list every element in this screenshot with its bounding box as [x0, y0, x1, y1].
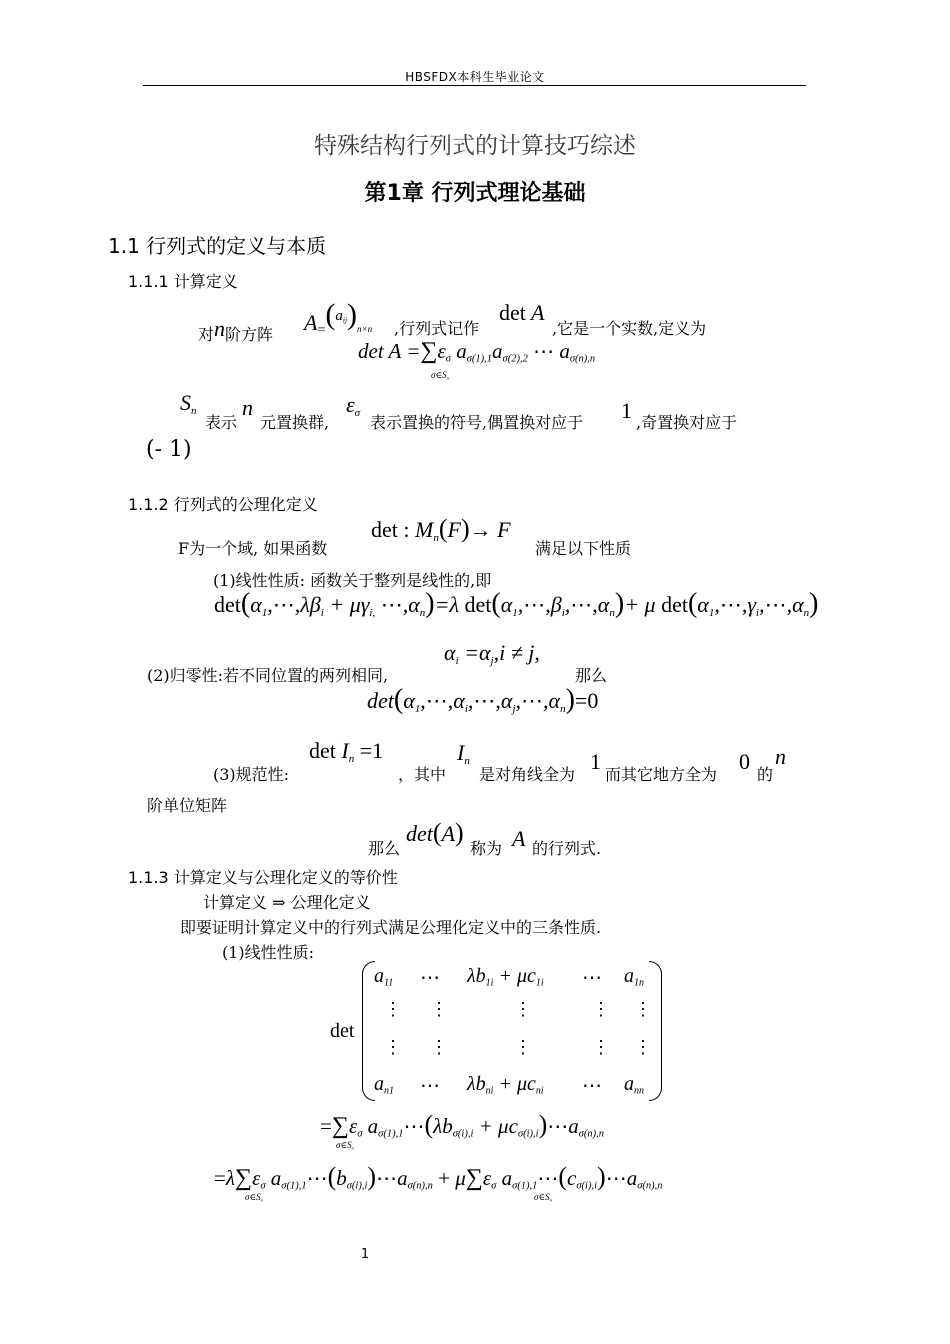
math-neg-one: (- 1) — [146, 437, 192, 462]
matrix-display: $a_{11}$ ⋯ $\lambda b_{1i} + \mu c_{1i}$ ⋯ $a_{1n}$ ⋮ ⋮ ⋮ ⋮ ⋮ ⋮ ⋮ ⋮ ⋮ ⋮ $a_{n1}$ ⋯ $\lambda b_{ni} + \mu c_{ni}$ ⋯ $a_{nn}$ — [362, 961, 662, 1101]
linear-property: (1)线性性质: 函数关于整列是线性的,即 — [213, 571, 492, 590]
math-one-2: 1 — [590, 749, 601, 774]
norm-mid: ，其中 — [398, 765, 447, 784]
math-det-A: det A — [499, 300, 545, 325]
norm-diag: 是对角线全为 — [479, 765, 576, 784]
math-n-3: n — [775, 744, 786, 769]
def-line-1b — [394, 316, 479, 339]
formula-expansion-2: $=\lambda\sum\varepsilon_\sigma$ $a_{\sigma(1),1}\cdots(b_{\sigma(i),i})\cdots a_{\sigma(n),n} + \mu\sum\varepsilon_\sigma$ $a_{\sigma(1),1}\cdots(c_{\sigma(i),i})\cdots a_{\sigma(n),n}$ — [214, 1162, 663, 1192]
called: 称为 — [470, 839, 503, 858]
math-In: $I_n$ — [457, 740, 470, 767]
norm-unit: 阶单位矩阵 — [147, 796, 228, 815]
matrix-A-notation: $A=(^{a_{ij}})_{n\times n}$ — [304, 298, 373, 338]
page-header: HBSFDX本科生毕业论文 — [405, 70, 545, 84]
chapter-title: 第1章 行列式理论基础 — [364, 181, 586, 206]
sum-index-4: $\sigma\in S_n$ — [534, 1192, 552, 1203]
sn-desc-2: 元置换群, — [260, 413, 330, 432]
section-heading-1-1: 1.1 行列式的定义与本质 — [108, 234, 327, 258]
def-line-1c: ,它是一个实数,定义为 — [552, 319, 707, 338]
formula-det-map: det : $M_n(F)\to F$ — [371, 514, 511, 544]
implication: 计算定义 ⇒ 公理化定义 — [203, 893, 371, 912]
formula-linearity: $\det(\alpha_1,\cdots,\lambda\beta_i + \mu\gamma_{i,}$ $\cdots,\alpha_n)=\lambda$ $\det(\alpha_1,\cdots,\beta_i,\cdots,\alpha_n)+ \mu$ $\det(\alpha_1,\cdots,\gamma_i,\cdots,\alpha_n)$ — [214, 588, 819, 619]
math-one: 1 — [621, 398, 632, 423]
odd-desc: ,奇置换对应于 — [636, 413, 738, 432]
zero-then: 那么 — [575, 666, 608, 685]
norm-of: 的 — [757, 765, 774, 784]
def-det-note: ,行列式记作 — [394, 319, 480, 338]
det-label: det — [330, 1020, 355, 1042]
math-n: n — [214, 316, 226, 341]
norm-else: 而其它地方全为 — [605, 765, 718, 784]
section-heading-1-1-3: 1.1.3 计算定义与公理化定义的等价性 — [128, 868, 398, 887]
page-number: 1 — [360, 1247, 370, 1262]
document-title: 特殊结构行列式的计算技巧综述 — [314, 133, 636, 159]
zero-property: (2)归零性:若不同位置的两列相同, — [147, 666, 389, 685]
linear-property-2: (1)线性性质: — [222, 943, 315, 962]
sum-index-2: $\sigma\in S_n$ — [336, 1140, 354, 1151]
def-text-dui: 对 — [198, 325, 215, 344]
matrix-right-bracket — [649, 961, 662, 1101]
math-epsilon: $\varepsilon_\sigma$ — [346, 392, 361, 419]
section-heading-1-1-2: 1.1.2 行列式的公理化定义 — [128, 495, 318, 514]
eps-desc: 表示置换的符号,偶置换对应于 — [370, 413, 584, 432]
formula-det-definition: $\det A =\sum\varepsilon_\sigma$ $a_{\sigma(1),1}a_{\sigma(2),2}$ ⋯ $a_{\sigma(n),n}$ — [358, 338, 596, 365]
math-zero: 0 — [739, 749, 750, 774]
sn-desc: 表示 — [205, 413, 238, 432]
formula-detA: det(A) — [406, 818, 464, 847]
field-intro: F为一个域, 如果函数 — [178, 539, 328, 558]
sum-index: $\sigma\in S_n$ — [431, 370, 449, 381]
prove-statement: 即要证明计算定义中的行列式满足公理化定义中的三条性质. — [180, 918, 602, 937]
header-rule — [143, 85, 806, 86]
math-n-2: n — [242, 395, 253, 420]
def-line-1 — [198, 316, 273, 345]
sum-index-3: $\sigma\in S_n$ — [245, 1192, 263, 1203]
formula-zero-det: $\det(\alpha_1,\cdots,\alpha_i,\cdots,\alpha_j,\cdots,\alpha_n)=0$ — [367, 684, 599, 715]
field-tail: 满足以下性质 — [535, 539, 632, 558]
det-of: 的行列式. — [532, 839, 602, 858]
math-Sn: $S_n$ — [180, 390, 197, 417]
formula-expansion-1: $=\sum\varepsilon_\sigma$ $a_{\sigma(1),1}\cdots(\lambda b_{\sigma(i),i}$ + $\mu c_{\sigma(i),i})\cdots a_{\sigma(n),n}$ — [320, 1110, 605, 1140]
section-heading-1-1-1: 1.1.1 计算定义 — [128, 272, 238, 291]
formula-equal-columns: $\alpha_i =\alpha_j,i \ne j$, — [444, 640, 540, 667]
math-A: A — [512, 826, 526, 851]
then-call: 那么 — [368, 839, 401, 858]
def-text-jie: 阶方阵 — [225, 325, 274, 344]
formula-det-identity: $\det I_n =1$ — [309, 738, 384, 765]
norm-property: (3)规范性: — [213, 765, 290, 784]
